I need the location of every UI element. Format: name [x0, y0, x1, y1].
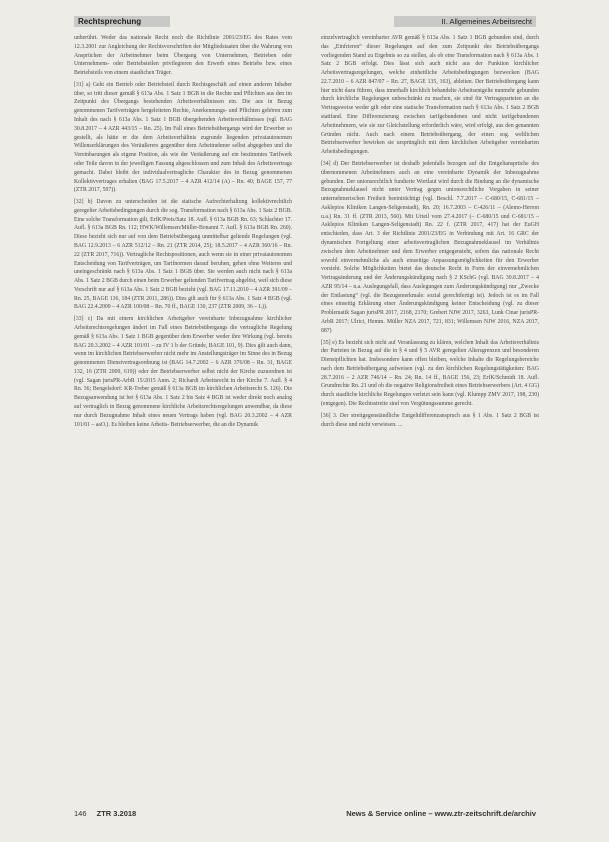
left-column — [74, 34, 292, 802]
paragraph: [33] c) Da mit einem kirchlichen Arbeitgeber vereinbarte Inbezugnahme kirchlicher Arbeitsrechtsregelungen ändert im Fall eines Betriebsübergangs die vertragliche Regelung gemäß § 613a Abs. 1 Satz 1 BGB gegenüber dem Erwerber weder ihre Wirkung (vgl. bereits BAG 20.3.2002 – 4 AZR 101/01 – zu IV 1 b der Gründe, BAGE 101, 9). Dies gilt auch dann, wenn im kirchlichen Betriebserwerber nicht mehr im Anstellungsträger im Sinne des in Bezug genommenen Dienstvertragsordnung ist (BAG 14.7.2002 – 6 AZR 376/08 – Rn. 31, BAGE 132, 16 (ZTR 2009, 619)) oder der Betriebserwerber selbst nicht der Kirche zuzuordnen ist (vgl. Sagan jurisPR-ArbR 15/2015 Anm. 2; Richardi Arbeitsrecht in der Kirche 7. Aufl. § 4 Rn. 36; Bengelsdorf: KR-Treber gemäß § 613a BGB im kirchlichen Arbeitsrecht S. 126). Die Bezugsanwendung ist bei § 613a Abs. 1 Satz 2 bis Satz 4 BGB ist weder direkt noch analog auf vertraglich in Bezug genommene kirchliche Arbeitsrechtsregelungen anwendbar, da diese nur durch Bezugnahme Inhalt eines neuen Vertrags haben (vgl. BAG 20.3.2002 – 4 AZR 101/01 – aaO.). Es bleiben keine Arbeits- Betriebserwerber, die an die Dynamik — [74, 316, 292, 428]
paragraph: [36] 3. Der streitgegenständliche Entgeltdifferenzanspruch aus § 1 Abs. 1 Satz 2 BGB ist durch diese und nicht verwiesen. ... — [321, 412, 539, 428]
paragraph: [34] d) Der Betriebserwerber ist deshalb jedenfalls bezogen auf die Entgeltansprüche des übernommenen Arbeitnehmers auch an eine vereinbarte Dynamik der Inbezugnahme gebunden. Der unionsrechtlich fundierte Wortlaut wird durch die Bindung an die dynamische Bezugnahmeklausel nicht unter Vertrag gegen unionsrechtliche Vorgaben in seiner unternehmerischen Freiheit beeinträchtigt (vgl. Beschl. 7.7.2017 – C-680/15, C-681/15 – Asklepios Kliniken Langen-Seligenstadt), Rn. 20; 16.7.2003 – C-426/11 – (Alemo-Herron u.a.) Rn. 31 ff. (ZTR 2013, 560). Mit Urteil vom 27.4.2017 (– C-680/15 und C-681/15 – Asklepios Kliniken Langen-Seligenstadt) Rn. 22 f. (ZTR 2017, 417) hat der EuGH entschieden, dass Art. 3 der Richtlinie 2001/23/EG in Verbindung mit Art. 16 GRC der dynamischen Fortgeltung einer arbeitsvertraglichen Bezugnahmeklausel im Verhältnis zwischen dem Arbeitnehmer und dem Erwerber entgegensteht, sofern das nationale Recht sowohl einvernehmliche als auch einseitige Anpassungsmöglichkeiten für den Erwerber vorsieht. Solche Möglichkeiten bietet das deutsche Recht in Form der einvernehmlichen Vertragsänderung und der Änderungskündigung nach § 2 KSchG (vgl. BAG 30.8.2017 – 4 AZR 95/14 – n.a. Auslegungsfall, dass Auslegungen zum Änderungskündigung) nur „Zwecke der Entlastung“ (vgl. die Bezugsmerkmale: sozial gerechtfertigt ist). Jedoch ist es im Fall eines einseitig Erklärung einer Änderungskündigung keiner Entscheidung (vgl. zu dieser Problematik Sagan jurisPR 2017, 2168, 2170; Grebert NJW 2017, 3263, Lunk Cinar jurisPR-ArbR 2017; Ulrici, Hemm. Müller NZA 2017, 721, 831; Willemsen NJW 2016, NZA 2017, 887) — [321, 160, 539, 334]
paragraph: [32] b) Davon zu unterscheiden ist die statische Aufrechterhaltung kollektivrechtlich geregelter Arbeitsbedingungen durch die sog. Transformation nach § 613a Abs. 1 Satz 2 BGB. Eine solche Transformation gilt, ErfK/Preis/Satz 18. Aufl. § 613a BGB Rn. 63; Schlachter 17. Aufl. § 613a BGB Rn. 112; HWK/Willemsen/Müller-Bonanni 7. Aufl. § 613a BGB Rn. 260). Diese bezieht sich nur auf von dem Betriebsübergang unmittelbar geltende Regelungen (vgl. BAG 12.9.2013 – 6 AZR 512/12 – Rn. 21 (ZTR 2014, 25); 18.5.2017 – 4 AZR 360/16 – Rn. 22 (ZTR 2017, 716)). Vertragliche Rechtspositionen, auch wenn sie in einer privatautonomen Entscheidung von Tarifverträgen, um Tarifnormen darauf beruhen, gehen ohne Weiteres und uneingeschränkt nach § 613a Abs. 1 Satz 1 BGB über. Sie werden auch nicht nach § 613a Abs. 1 Satz 2 BGB durch einen beim Erwerber geltenden Tarifvertrag abgelöst, weil sich diese Vorschrift nur auf § 613a Abs. 1 Satz 2 BGB bezieht (vgl. BAG 17.11.2010 – 4 AZR 391/09 – Rn. 25, BAGE 136, 184 (ZTR 2011, 286)). Dies gilt auch für § 613a Abs. 1 Satz 4 BGB (vgl. BAG 22.4.2009 – 4 AZR 100/08 – Rn. 70 ff., BAGE 130, 237 (ZTR 2009, 36 – L)). — [74, 199, 292, 311]
footer — [74, 808, 536, 820]
section-header: Rechtsprechung — [74, 16, 170, 27]
right-column — [321, 34, 539, 802]
service-link[interactable]: News & Service online – www.ztr-zeitschrift.de/archiv — [346, 809, 536, 818]
chapter-header: II. Allgemeines Arbeitsrecht — [394, 16, 536, 27]
paragraph: [35] e) Es bezieht sich nicht auf Veranlassung zu klären, welchen Inhalt das Arbeitsverhältnis der Parteien in Bezug auf die in § 4 und § 5 AVR geregelten Altersgrenzen und besonderen Dienstpflichten hat. Insbesondere kann offen bleiben, welche Inhalte die Regelungsbereiche nach dem Betriebsübergang aufweisen (vgl. zu den kirchlichen Regelungstätigkeiten: BAG 28.7.2016 – 2 AZR 746/14 – Rn. 24; Rn. 14 ff., BAGE 156, 23; ErfK/Schmidt 18. Aufl. Grundrechte Rn. 21 und ob die negative Religionsfreiheit eines Betriebserwerbers (Art. 4 GG) durch staatliche kirchliche Regelungen verletzt sein kann (vgl. Klumpp ZMV 2017, 198, 230) (entgegen). Die Rechtsstreite sind von Vergütungssumme gerecht. — [321, 339, 539, 408]
magazine-issue: ZTR 3.2018 — [96, 809, 137, 818]
page-number: 146 — [74, 809, 87, 818]
paragraph: einzelvertraglich vereinbarter AVR gemäß § 613a Abs. 1 Satz 1 BGB gebunden sind, durch das „Einfrieren“ dieser Regelungen auf den zum Zeitpunkt des Betriebsübergangs vorliegenden Stand zu Ergebnis so zu stellen, als ob eine Transformation nach § 613a Abs. 1 Satz 2 BGB erfolgt. Dies lässt sich auch nicht aus der Funktion kirchlicher Arbeitsvertragsregelungen, welche einheitliche Arbeitsbedingungen bezwecken (BAG 22.7.2010 – 6 AZR 847/07 – Rn. 27, BAGE 135, 163), ableiten. Der Betriebsübergang kann hier nicht dazu führen, dass innerhalb kirchlich behandelte Arbeitsentgelte nunmehr gebunden durch kirchliche Regelungen unbeschränkt zu machen, sie sind für Vertragsparteien an die Vertragsweise weder gilt oder eine statische Transformation nach § 613a Abs. 1 Satz 2 BGB stattfand. Eine Differenzierung zwischen tarifgebundenen und nicht tarifgebundenen Arbeitnehmern, wie sie zur Gleichstellung erforderlich wäre, wird erfolgt, aus den genannten Gründen nicht. Auch nach einem Betriebsübergang, der einen sog. weltlichen Betriebserwerber bewirken sie ursprünglich mit dem kirchlichen Arbeitgeber vereinbarten Arbeitsbedingungen. — [321, 35, 539, 156]
paragraph: [31] a) Geht ein Betrieb oder Betriebsteil durch Rechtsgeschäft auf einen anderen Inhaber über, so tritt dieser gemäß § 613a Abs. 1 Satz 1 BGB in die Rechte und Pflichten aus den im Zeitpunkt des Übergangs bestehenden Arbeitsverhältnissen ein. Die aus in Bezug genommenen Tarifverträgen hergeleiteten Rechte, Anerkennungs- und Pflichten gehören zum Inhalt des nach § 613a Abs. 1 Satz 1 BGB übergehenden Arbeitsverhältnisses (vgl. BAG 30.8.2017 – 4 AZR 443/15 – Rn. 25). Im Fall eines Betriebsübergangs wird der Erwerber so gestellt, als hätte er die dem Arbeitsverhältnis zugrunde liegenden privatautonomen Willenserklärungen des Veräußerers gegenüber dem Arbeitnehmer selbst abgegeben und die Vereinbarungen als eigene Position, als wie der Veräußerung auf ein bestimmtes Tarifwerk oder Teile davon in der jeweiligen Fassung abgeschlossen und zum Inhalt des Arbeitsvertrags gemacht. Dabei bleibt der individualvertragliche Charakter des in Bezug genommenen Kollektivvertrages erhalten (BAG 17.5.2017 – 4 AZR 412/14 (A) – Rn. 40; BAGE 157, 77 (ZTR 2017, 597)). — [74, 81, 292, 194]
paragraph: unberührt. Weder das nationale Recht noch die Richtlinie 2001/23/EG des Rates vom 12.3.2001 zur Angleichung der Rechtsvorschriften der Mitgliedstaaten über die Wahrung von Ansprüchen der Arbeitnehmer beim Übergang von Unternehmen, Betrieben oder Unternehmens- oder Betriebsteilen privilegieren den Erwerb eines Betriebs bzw. eines Betriebsteils von einem staatlichen Träger. — [74, 35, 292, 77]
